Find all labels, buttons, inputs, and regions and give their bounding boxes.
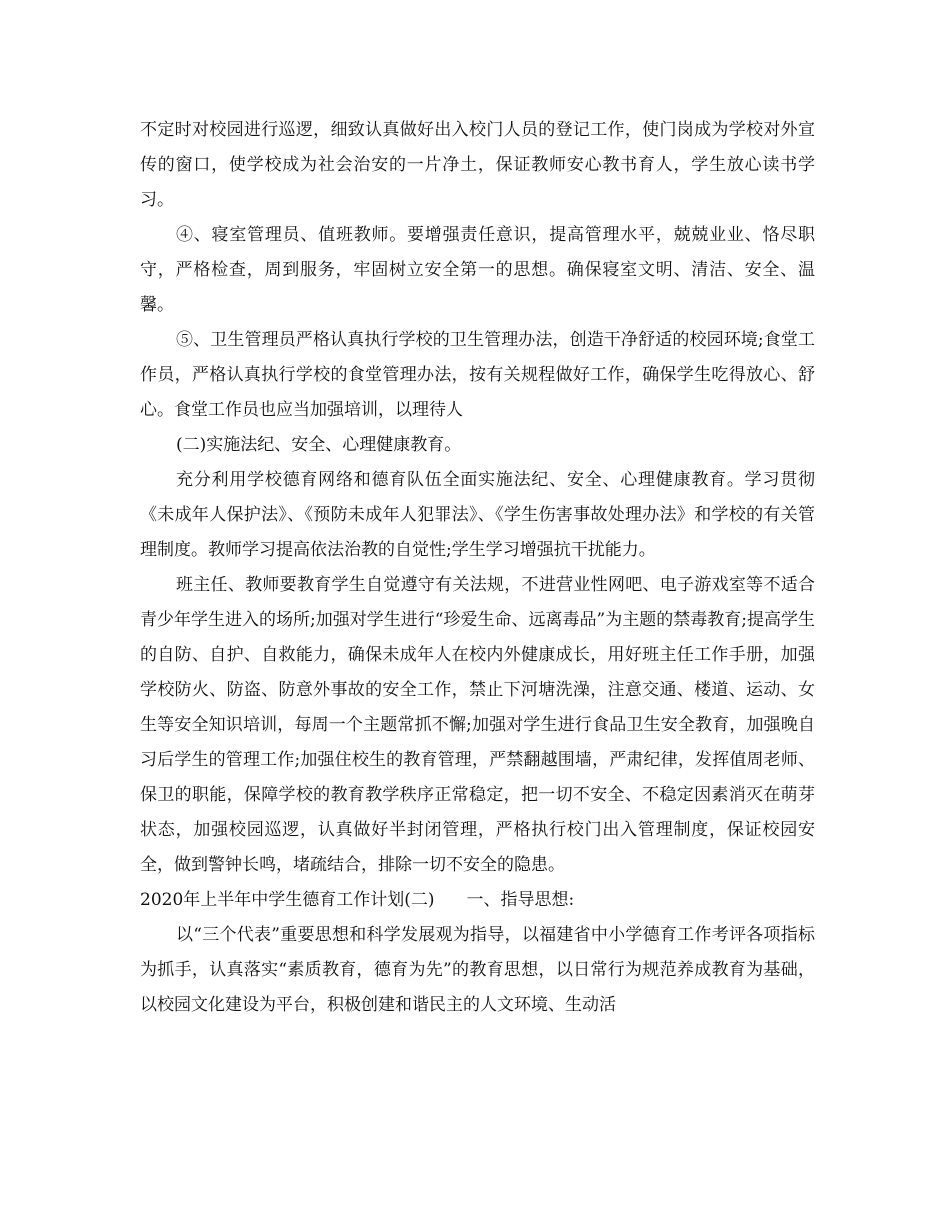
paragraph-hygiene-canteen: ⑤、卫生管理员严格认真执行学校的卫生管理办法，创造干净舒适的校园环境;食堂工作员，严格认真执行学校的食堂管理办法，按有关规程做好工作，确保学生吃得放心、舒心。食堂工作员也应当加强培训，以理待人 xyxy=(140,330,815,420)
section-heading-guiding-thought: 一、指导思想: xyxy=(466,890,575,910)
section-heading-legal-safety: (二)实施法纪、安全、心理健康教育。 xyxy=(176,435,462,455)
paragraph-guiding-thought: 以“三个代表”重要思想和科学发展观为指导，以福建省中小学德育工作考评各项指标为抓手，认真落实“素质教育，德育为先”的教育思想，以日常行为规范养成教育为基础，以校园文化建设为平台，积极创建和谐民主的人文环境、生动活 xyxy=(140,925,815,1015)
document-body xyxy=(140,113,815,1023)
plan-title-line xyxy=(140,883,815,918)
paragraph-teacher-duties: 班主任、教师要教育学生自觉遵守有关法规，不进营业性网吧、电子游戏室等不适合青少年学生进入的场所;加强对学生进行“珍爱生命、远离毒品”为主题的禁毒教育;提高学生的自防、自护、自救能力，确保未成年人在校内外健康成长，用好班主任工作手册，加强学校防火、防盗、防意外事故的安全工作，禁止下河塘洗澡，注意交通、楼道、运动、女生等安全知识培训，每周一个主题常抓不懈;加强对学生进行食品卫生安全教育，加强晚自习后学生的管理工作;加强住校生的教育管理，严禁翻越围墙，严肃纪律，发挥值周老师、保卫的职能，保障学校的教育教学秩序正常稳定，把一切不安全、不稳定因素消灭在萌芽状态，加强校园巡逻，认真做好半封闭管理，严格执行校门出入管理制度，保证校园安全，做到警钟长鸣，堵疏结合，排除一切不安全的隐患。 xyxy=(140,575,815,875)
paragraph-dormitory-managers: ④、寝室管理员、值班教师。要增强责任意识，提高管理水平，兢兢业业、恪尽职守，严格检查，周到服务，牢固树立安全第一的思想。确保寝室文明、清洁、安全、温馨。 xyxy=(140,225,815,315)
plan-title: 2020年上半年中学生德育工作计划(二) xyxy=(140,890,435,910)
paragraph-campus-patrol: 不定时对校园进行巡逻，细致认真做好出入校门人员的登记工作，使门岗成为学校对外宣传的窗口，使学校成为社会治安的一片净土，保证教师安心教书育人，学生放心读书学习。 xyxy=(140,120,815,210)
paragraph-legal-education: 充分利用学校德育网络和德育队伍全面实施法纪、安全、心理健康教育。学习贯彻《未成年人保护法》、《预防未成年人犯罪法》、《学生伤害事故处理办法》和学校的有关管理制度。教师学习提高依法治教的自觉性;学生学习增强抗干扰能力。 xyxy=(140,470,815,560)
